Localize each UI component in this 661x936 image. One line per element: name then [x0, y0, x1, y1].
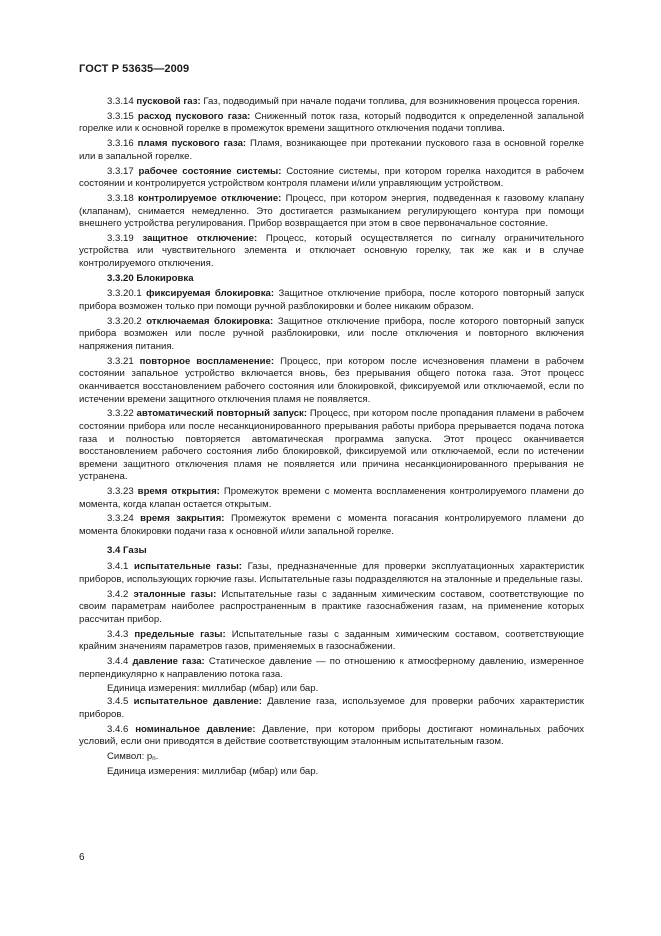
definition-text: Статическое давление — по отношению к атмосферному давлению, измеренное перпендикулярно к направлению потока газа. — [79, 655, 584, 680]
clause-number: 3.3.24 — [107, 513, 134, 525]
definition-text: Процесс, который осуществляется по сигналу ограничительного устройства или чувствительного элемента и отключает основную горелку, так же как и в случае контролируемого отключения. — [79, 232, 584, 270]
clause-number: 3.3.19 — [107, 232, 134, 244]
definition-text: Процесс, при котором после исчезновения пламени в рабочем состоянии запальное устройство включается вновь, без прерывания общего потока газа. Этот процесс оканчивается восстановлением рабочего состояния или блокировкой, фиксируемой или отключаемой, если по истечении времени защитного отключения пламя не появляется. — [79, 355, 585, 405]
definition-paragraph — [79, 233, 584, 271]
definition-text: Газы, предназначенные для проверки эксплуатационных характеристик приборов, использующих горючие газы. Испытательные газы подразделяются на эталонные и предельные газы. — [79, 561, 584, 585]
definition-paragraph — [79, 724, 584, 749]
clause-number: 3.3.15 — [107, 110, 134, 122]
clause-number: 3.3.16 — [107, 138, 134, 150]
term: пламя пускового газа: — [137, 138, 247, 150]
section-heading — [79, 273, 584, 286]
clause-number: 3.4.5 — [107, 696, 129, 708]
term: контролируемое отключение: — [137, 192, 282, 204]
term: защитное отключение: — [142, 232, 258, 244]
plain-paragraph — [79, 766, 584, 779]
definition-paragraph — [79, 561, 584, 586]
term: рабочее состояние системы: — [138, 165, 282, 177]
clause-number: 3.3.23 — [107, 486, 134, 498]
term: фиксируемая блокировка: — [146, 288, 275, 300]
clause-number: 3.3.20.1 — [107, 288, 142, 300]
clause-number: 3.4.3 — [107, 628, 129, 640]
section-title: Газы — [123, 544, 147, 556]
definition-paragraph — [79, 193, 584, 231]
definition-text: Газ, подводимый при начале подачи топлива, для возникновения процесса горения. — [203, 96, 580, 107]
term: время открытия: — [137, 486, 220, 498]
clause-number: 3.3.21 — [107, 355, 134, 367]
definition-paragraph — [79, 629, 584, 654]
page-number: 6 — [79, 852, 85, 863]
paragraph-text: Единица измерения: миллибар (мбар) или бар. — [107, 766, 319, 778]
definition-text: Промежуток времени с момента погасания контролируемого пламени до момента блокировки подачи газа к основной и/или запальной горелке. — [79, 513, 584, 538]
definition-paragraph — [79, 111, 584, 136]
definition-paragraph — [79, 696, 584, 721]
term: давление газа: — [132, 655, 205, 667]
term: испытательные газы: — [134, 561, 242, 573]
term: испытательное давление: — [133, 696, 262, 708]
definition-text: Пламя, возникающее при протекании пускового газа в основной горелке или в запальной горелке. — [79, 138, 584, 162]
definition-text: Промежуток времени с момента воспламенения контролируемого пламени до момента, когда клапан остается открытым. — [79, 486, 584, 510]
definition-paragraph — [79, 513, 584, 538]
clause-number: 3.4.6 — [107, 723, 129, 735]
term: отключаемая блокировка: — [146, 315, 274, 327]
definition-paragraph — [79, 356, 584, 406]
plain-paragraph — [79, 751, 584, 766]
clause-number: 3.3.18 — [107, 192, 134, 204]
term: время закрытия: — [140, 513, 225, 525]
section-title: Блокировка — [136, 272, 194, 284]
definition-text: Давление, при котором приборы достигают номинальных рабочих условий, если они приводятся в действие соответствующим эталонным испытательным газом. — [79, 723, 584, 748]
paragraph-text: Единица измерения: миллибар (мбар) или бар. — [107, 683, 319, 695]
clause-number: 3.3.14 — [107, 96, 134, 107]
definition-text: Сниженный поток газа, который подводится к определенной запальной горелке или к основной горелке в промежуток времени защитного отключения подачи топлива. — [79, 110, 584, 135]
definition-text: Защитное отключение прибора, после которого повторный запуск прибора возможен или после ручной разблокировки, или после отключения и повторного включения напряжения питания. — [79, 315, 584, 352]
definition-text: Состояние системы, при котором горелка находится в рабочем состоянии и контролируется устройством контроля пламени и/или управляющим устройством. — [79, 165, 584, 190]
clause-number: 3.4.4 — [107, 655, 129, 667]
definition-text: Испытательные газы с заданным химическим составом, соответствующие крайним значениям параметров газов, применяемых в газоснабжении. — [79, 628, 584, 653]
subscript: n — [152, 756, 156, 763]
definition-text: Давление газа, используемое для проверки рабочих характеристик приборов. — [79, 696, 585, 721]
definition-paragraph — [79, 486, 584, 511]
term: расход пускового газа: — [137, 110, 251, 122]
definition-paragraph — [79, 96, 584, 109]
plain-paragraph — [79, 683, 584, 696]
clause-number: 3.3.20.2 — [107, 315, 142, 327]
definition-text: Процесс, при котором после пропадания пламени в рабочем состоянии прибора или после несанкционированного прерывания работы прибора прерывается подача потока газа и полностью повторяется автоматическая программа запуска. Этот процесс оканчивается восстановлением рабочего состояния либо блокировкой, фиксируемой или отключаемой, если по истечении времени защитного отключения пламя не появляется или причина несанкционированного прерывания не устранена. — [79, 408, 584, 483]
document-body — [79, 96, 584, 779]
term: пусковой газ: — [136, 96, 201, 107]
definition-paragraph — [79, 288, 584, 313]
section-heading — [79, 545, 584, 558]
clause-number: 3.3.22 — [107, 408, 134, 420]
term: эталонные газы: — [133, 588, 217, 600]
definition-paragraph — [79, 138, 584, 163]
document-header: ГОСТ Р 53635—2009 — [79, 63, 190, 75]
definition-text: Испытательные газы с заданным химическим составом, соответствующие по своим параметрам наиболее распространенным в практике газоснабжения газам, на применение которых рассчитан прибор. — [79, 588, 584, 625]
definition-text: Защитное отключение прибора, после которого повторный запуск прибора возможен только при помощи ручной разблокировки и более никаким образом. — [79, 288, 584, 313]
definition-paragraph — [79, 316, 584, 354]
clause-number: 3.3.17 — [107, 165, 134, 177]
definition-paragraph — [79, 166, 584, 191]
paragraph-text: Символ: p — [107, 751, 153, 763]
definition-paragraph — [79, 589, 584, 627]
section-number: 3.4 — [107, 544, 121, 556]
clause-number: 3.4.1 — [107, 561, 129, 573]
term: предельные газы: — [134, 628, 226, 640]
definition-paragraph — [79, 656, 584, 681]
term: повторное воспламенение: — [139, 355, 275, 367]
section-number: 3.3.20 — [107, 272, 134, 284]
term: автоматический повторный запуск: — [136, 408, 308, 420]
paragraph-tail: . — [155, 751, 159, 763]
clause-number: 3.4.2 — [107, 588, 129, 600]
term: номинальное давление: — [135, 723, 256, 735]
definition-paragraph — [79, 408, 584, 484]
definition-text: Процесс, при котором энергия, подведенная к газовому клапану (клапанам), снимается немедленно. Это достигается размыканием регулирующего контура при помощи внешнего устройства регулирования. Прибор возвращается при этом в свое первоначальное состояние. — [79, 192, 585, 230]
